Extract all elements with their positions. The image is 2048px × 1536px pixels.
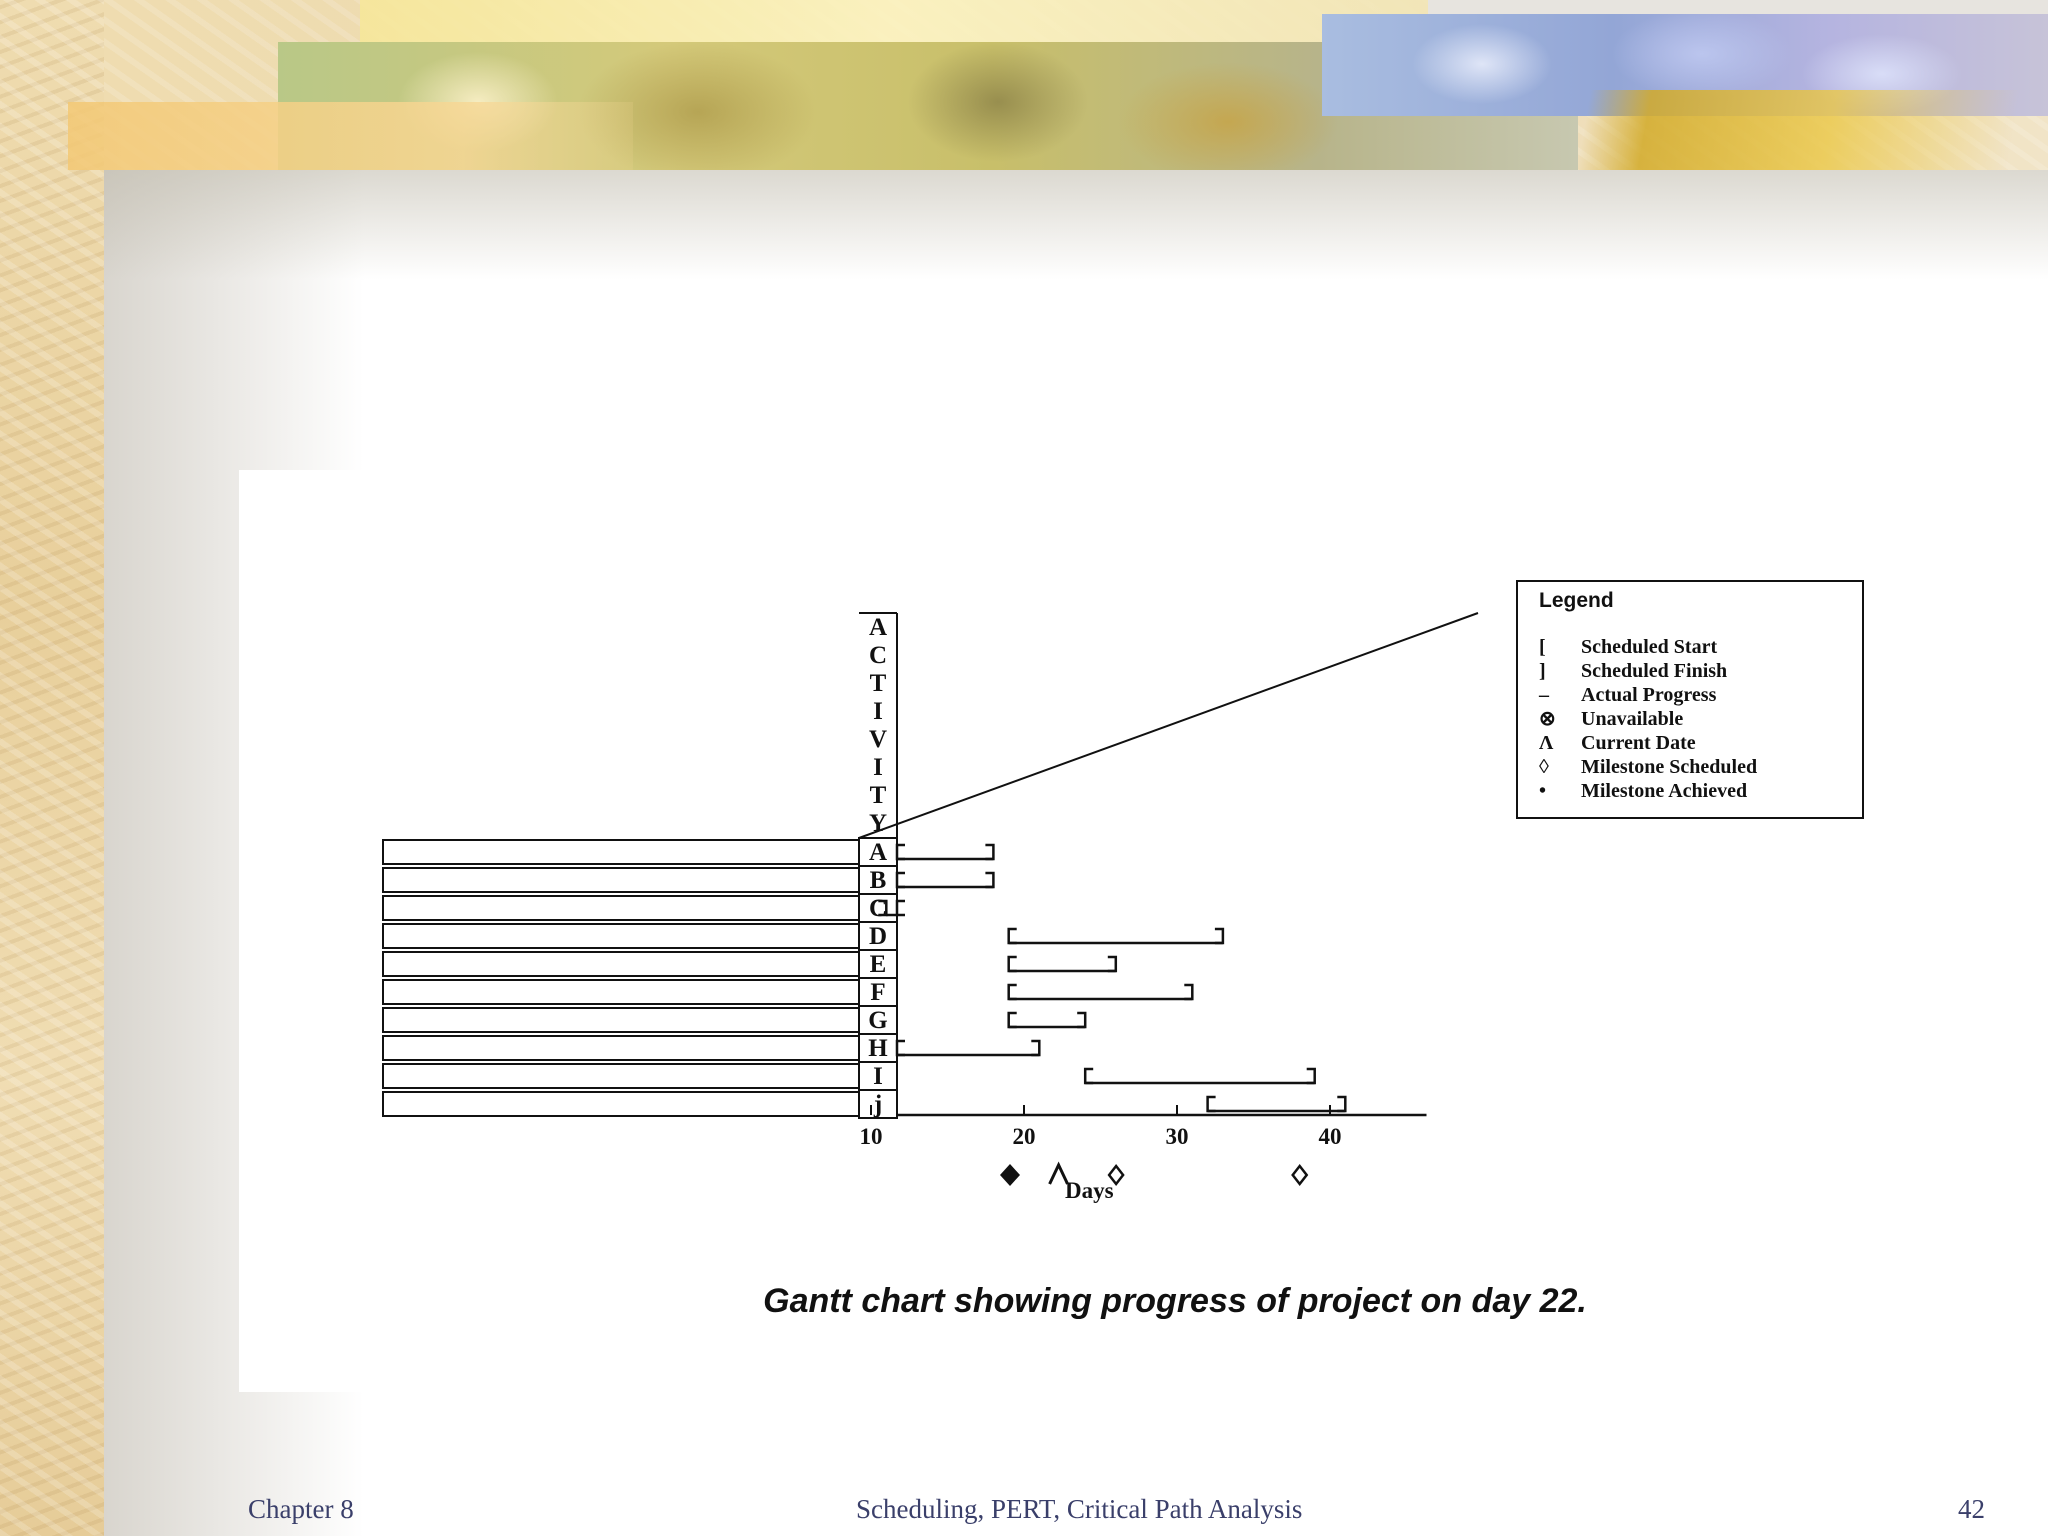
activity-label: I <box>873 1063 883 1090</box>
task-bar-finish <box>1108 957 1116 971</box>
task-bars <box>878 845 1345 1111</box>
activity-header-letter: I <box>873 754 883 781</box>
activity-header-letter: C <box>868 642 888 669</box>
legend-title: Legend <box>1539 589 1614 612</box>
legend-symbol: ⊗ <box>1539 708 1556 730</box>
activity-table-row <box>383 1064 859 1088</box>
x-axis-label: Days <box>1065 1178 1114 1203</box>
decorative-banner <box>68 0 2048 170</box>
footer-title: Scheduling, PERT, Critical Path Analysis <box>856 1494 1303 1524</box>
task-bar-start <box>1085 1069 1093 1083</box>
activity-table-row <box>383 952 859 976</box>
activity-table-row <box>383 840 859 864</box>
activity-table-row <box>383 1008 859 1032</box>
task-bar-start <box>897 873 905 887</box>
legend <box>1517 581 1863 818</box>
activity-label: F <box>870 979 886 1006</box>
task-bar-finish <box>1031 1041 1039 1055</box>
activity-label: C <box>868 895 888 922</box>
legend-symbol: [ <box>1539 636 1546 658</box>
task-bar-start <box>1009 957 1017 971</box>
footer-chapter: Chapter 8 <box>248 1494 354 1524</box>
milestone-achieved-marker <box>1000 1164 1020 1186</box>
activity-table <box>383 838 897 1118</box>
activity-table-row <box>383 980 859 1004</box>
activity-header-left-border <box>859 613 1478 838</box>
page-number: 42 <box>1958 1494 1985 1524</box>
activity-label: H <box>868 1035 888 1062</box>
task-bar-start <box>897 901 905 915</box>
legend-symbol: ◊ <box>1539 756 1549 778</box>
legend-symbol: – <box>1539 684 1549 706</box>
banner-strip-orange <box>68 102 633 170</box>
activity-header-letter: T <box>869 670 887 697</box>
task-bar-finish <box>1184 985 1192 999</box>
legend-symbol: Λ <box>1539 732 1554 754</box>
banner-wheat-image <box>1468 90 2048 170</box>
legend-label: Scheduled Finish <box>1581 660 1728 682</box>
task-bar-finish <box>1077 1013 1085 1027</box>
task-bar-finish <box>1215 929 1223 943</box>
activity-label: E <box>869 951 887 978</box>
task-bar-start <box>897 1041 905 1055</box>
legend-symbol: ] <box>1539 660 1546 682</box>
task-bar-start <box>1208 1097 1216 1111</box>
activity-header-letter: Y <box>868 810 888 837</box>
x-axis-tick-label: 20 <box>1012 1124 1036 1149</box>
legend-label: Milestone Scheduled <box>1581 756 1758 778</box>
activity-table-row <box>383 1036 859 1060</box>
date-markers <box>1000 1164 1307 1186</box>
legend-label: Actual Progress <box>1581 684 1717 706</box>
legend-label: Milestone Achieved <box>1581 780 1748 802</box>
task-bar-start <box>897 845 905 859</box>
task-bar-start <box>1009 985 1017 999</box>
activity-header-letter: I <box>873 698 883 725</box>
parchment-left-border <box>0 0 104 1536</box>
task-bar-start <box>1009 1013 1017 1027</box>
x-axis-tick-label: 30 <box>1165 1124 1189 1149</box>
x-axis-tick-label: 40 <box>1318 1124 1342 1149</box>
activity-label: j <box>873 1091 883 1118</box>
activity-label: D <box>868 923 888 950</box>
chart-title: Gantt chart showing progress of project on day 22. <box>763 1282 1587 1320</box>
activity-label: B <box>869 867 887 894</box>
x-axis-tick-label: 10 <box>859 1124 883 1149</box>
activity-header <box>859 613 1478 838</box>
legend-label: Current Date <box>1581 732 1696 754</box>
activity-table-row <box>383 896 859 920</box>
activity-table-row <box>383 924 859 948</box>
milestone-scheduled-marker <box>1293 1166 1307 1184</box>
activity-label: A <box>868 839 888 866</box>
task-bar-start <box>1009 929 1017 943</box>
task-bar-finish <box>985 845 993 859</box>
task-bar-finish <box>985 873 993 887</box>
legend-label: Scheduled Start <box>1581 636 1718 658</box>
task-bar-finish <box>1307 1069 1315 1083</box>
gantt-chart <box>239 470 2047 1392</box>
legend-label: Unavailable <box>1581 708 1684 730</box>
activity-header-letter: V <box>868 726 888 753</box>
activity-header-letter: T <box>869 782 887 809</box>
activity-table-row <box>383 1092 859 1116</box>
legend-symbol: • <box>1539 780 1547 802</box>
gantt-figure <box>239 470 2047 1392</box>
activity-table-row <box>383 868 859 892</box>
task-bar-finish <box>1337 1097 1345 1111</box>
activity-header-letter: A <box>868 614 888 641</box>
activity-label: G <box>868 1007 888 1034</box>
banner-strip-yellow <box>360 0 1428 44</box>
